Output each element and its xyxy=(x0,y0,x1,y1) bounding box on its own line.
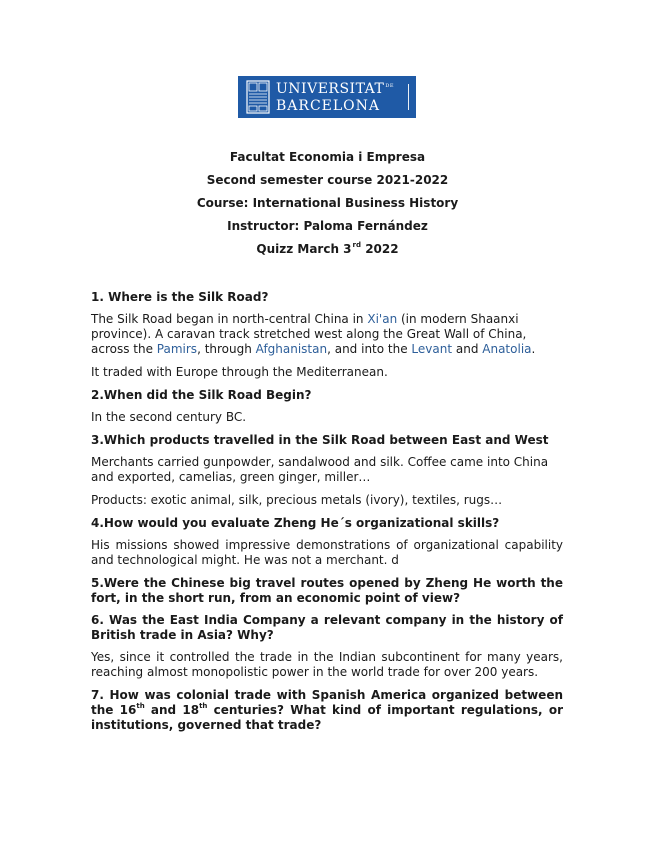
ordinal-sup: th xyxy=(199,702,208,710)
answer-text: , through xyxy=(197,342,256,356)
question-3-answer-2: Products: exotic animal, silk, precious metals (ivory), textiles, rugs… xyxy=(91,493,503,507)
link-pamirs[interactable]: Pamirs xyxy=(156,342,198,356)
question-1-title: 1. Where is the Silk Road? xyxy=(91,290,269,304)
university-logo xyxy=(238,76,416,118)
answer-text: , and into the xyxy=(327,342,412,356)
link-xian[interactable]: Xi'an xyxy=(367,312,398,326)
question-7-title xyxy=(91,688,563,733)
question-4-title: 4.How would you evaluate Zheng He´s organizational skills? xyxy=(91,516,500,530)
link-anatolia[interactable]: Anatolia xyxy=(482,342,532,356)
answer-text: (in modern Shaanxi province). A caravan track stretched west along the Great Wall of China, across the xyxy=(91,312,527,356)
question-2-title: 2.When did the Silk Road Begin? xyxy=(91,388,312,402)
question-3-title: 3.Which products travelled in the Silk Road between East and West xyxy=(91,433,549,447)
semester-line: Second semester course 2021-2022 xyxy=(206,173,449,187)
logo-divider xyxy=(408,84,409,110)
answer-text: The Silk Road began in north-central China in xyxy=(91,312,368,326)
university-seal-icon xyxy=(246,80,270,114)
instructor-line: Instructor: Paloma Fernández xyxy=(227,219,428,233)
question-1-answer xyxy=(91,312,563,357)
question-5-title: 5.Were the Chinese big travel routes opened by Zheng He worth the fort, in the short run, from an economic point of view? xyxy=(91,576,563,605)
quiz-body xyxy=(91,290,563,740)
logo-line1-suffix: DE xyxy=(385,82,394,89)
question-2-answer: In the second century BC. xyxy=(91,410,247,424)
link-afghanistan[interactable]: Afghanistan xyxy=(255,342,328,356)
quiz-date-prefix: Quizz March 3 xyxy=(256,242,352,256)
question-text: centuries? What kind of important regulations, or institutions, governed that trade? xyxy=(91,703,563,732)
ordinal-sup: th xyxy=(136,702,145,710)
document-header xyxy=(0,150,655,265)
question-6-title: 6. Was the East India Company a relevant company in the history of British trade in Asia? Why? xyxy=(91,613,563,642)
question-4-answer: His missions showed impressive demonstrations of organizational capability and technological might. He was not a merchant. d xyxy=(91,538,563,567)
course-line: Course: International Business History xyxy=(196,196,459,210)
question-6-answer: Yes, since it controlled the trade in the Indian subcontinent for many years, reaching almost monopolistic power in the world trade for over 200 years. xyxy=(91,650,563,679)
faculty-line: Facultat Economia i Empresa xyxy=(229,150,426,164)
question-3-answer: Merchants carried gunpowder, sandalwood and silk. Coffee came into China and exported, camelias, green ginger, miller… xyxy=(91,455,549,484)
answer-text: . xyxy=(531,342,536,356)
quiz-date-suffix: 2022 xyxy=(361,242,399,256)
question-text: and 18 xyxy=(144,703,200,717)
quiz-date-line xyxy=(0,242,655,265)
logo-wordmark xyxy=(276,82,394,113)
logo-line1: UNIVERSITAT xyxy=(276,80,385,97)
logo-line2: BARCELONA xyxy=(276,97,381,114)
question-text: 7. How was colonial trade with Spanish America organized between the 16 xyxy=(91,688,563,717)
answer-text: and xyxy=(452,342,483,356)
link-levant[interactable]: Levant xyxy=(411,342,453,356)
quiz-date-sup: rd xyxy=(352,241,362,249)
question-1-answer-2: It traded with Europe through the Mediterranean. xyxy=(91,365,388,379)
